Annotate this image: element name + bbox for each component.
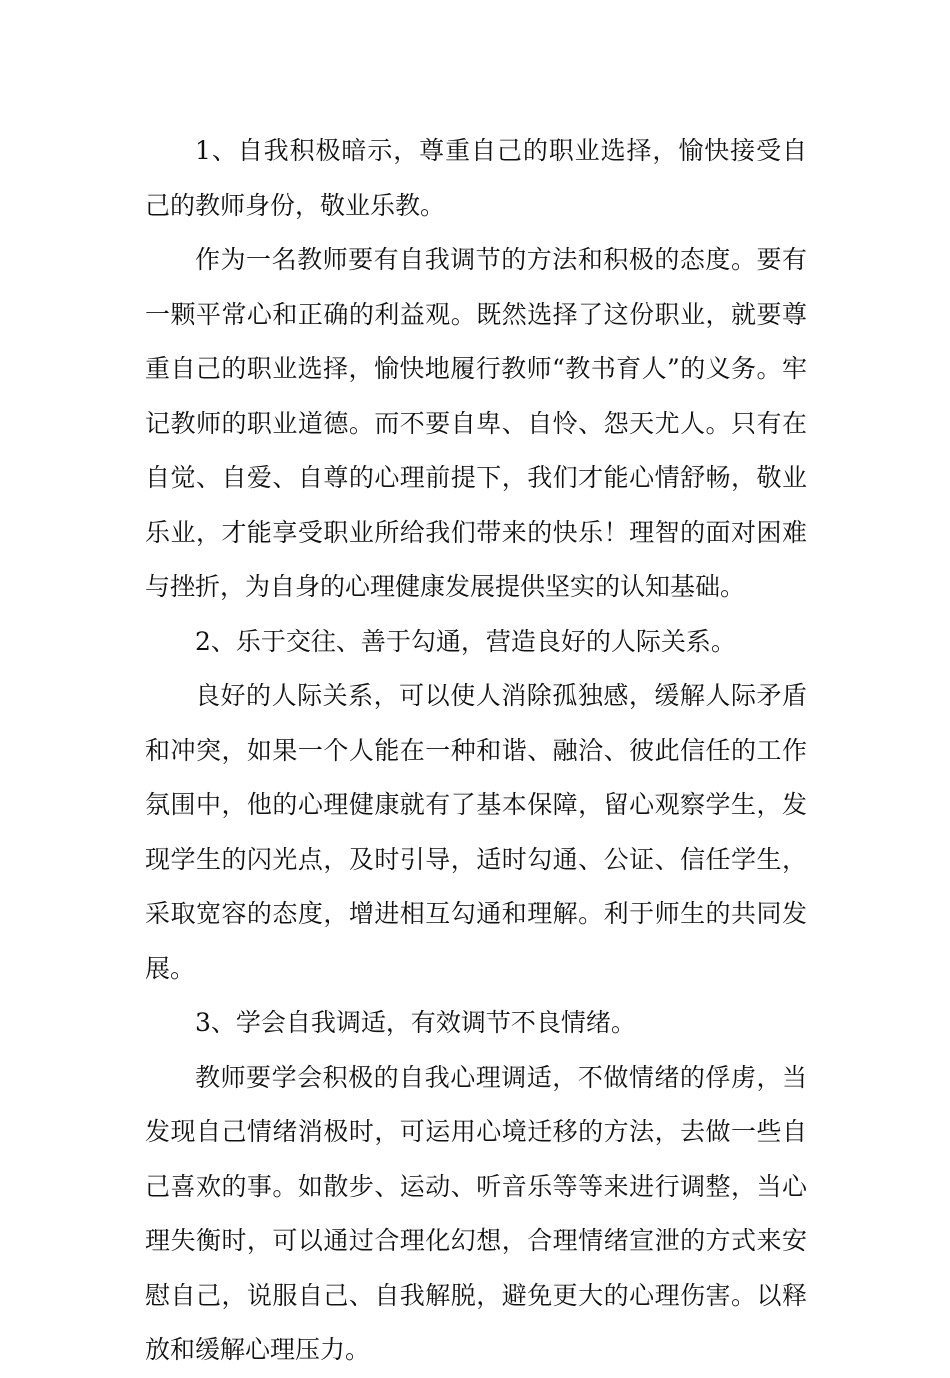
section-heading-3: 3、学会自我调适，有效调节不良情绪。 [195,1008,636,1037]
body-paragraph-2: 良好的人际关系，可以使人消除孤独感，缓解人际矛盾和冲突，如果一个人能在一种和谐、融洽、彼此信任的工作氛围中，他的心理健康就有了基本保障，留心观察学生，发现学生的闪光点，及时引导，适时勾通、公证、信任学生，采取宽容的态度，增进相互勾通和理解。利于师生的共同发展。 [145,681,807,983]
body-paragraph-3: 教师要学会积极的自我心理调适，不做情绪的俘虏，当发现自己情绪消极时，可运用心境迁移的方法，去做一些自己喜欢的事。如散步、运动、听音乐等等来进行调整，当心理失衡时，可以通过合理化幻想，合理情绪宣泄的方式来安慰自己，说服自己、自我解脱，避免更大的心理伤害。以释放和缓解心理压力。 [145,1062,807,1364]
section-heading-1: 1、自我积极暗示，尊重自己的职业选择，愉快接受自己的教师身份，敬业乐教。 [145,136,807,220]
body-paragraph-1: 作为一名教师要有自我调节的方法和积极的态度。要有一颗平常心和正确的利益观。既然选择了这份职业，就要尊重自己的职业选择，愉快地履行教师“教书育人”的义务。牢记教师的职业道德。而不要自卑、自怜、怨天尤人。只有在自觉、自爱、自尊的心理前提下，我们才能心情舒畅，敬业乐业，才能享受职业所给我们带来的快乐！理智的面对困难与挫折，为自身的心理健康发展提供坚实的认知基础。 [145,245,807,601]
section-heading-2: 2、乐于交往、善于勾通，营造良好的人际关系。 [195,626,736,656]
document-body [145,124,807,1378]
